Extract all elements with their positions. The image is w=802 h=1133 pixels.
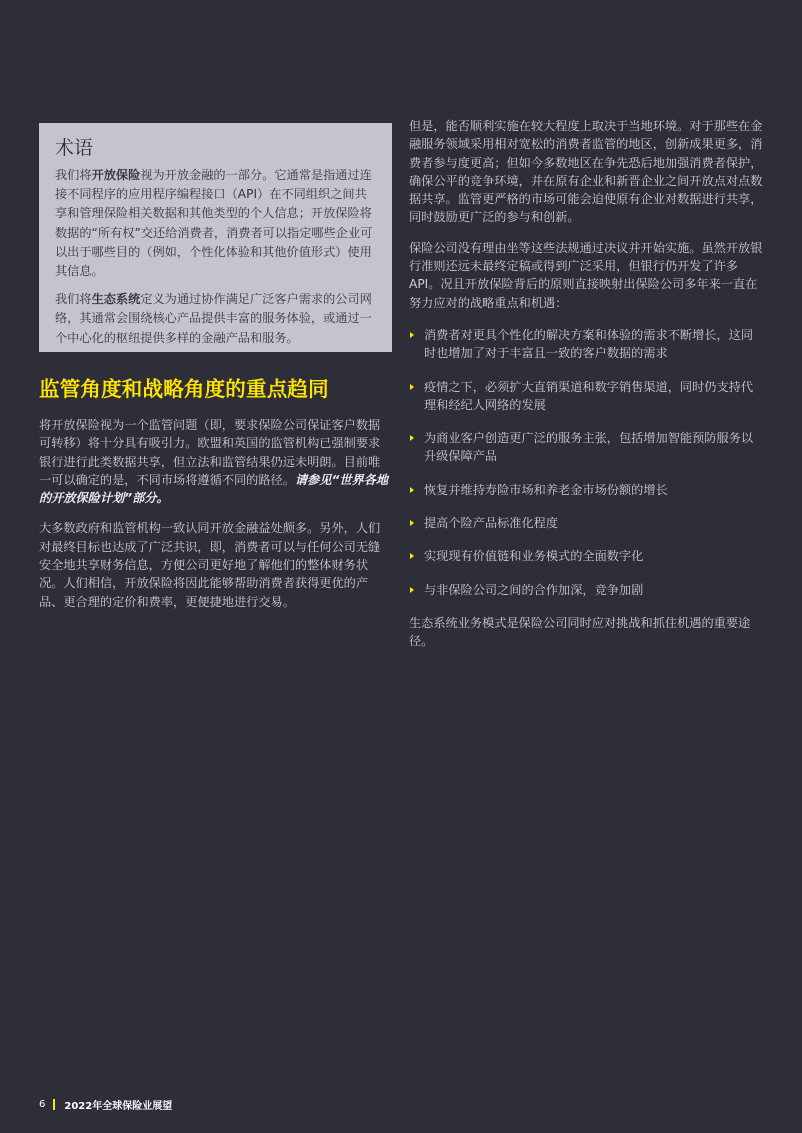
page-footer xyxy=(39,1097,172,1112)
left-column xyxy=(39,372,392,623)
glossary-ecosystem-definition xyxy=(55,290,376,348)
bullet-arrow-icon xyxy=(410,384,414,390)
left-paragraph-1 xyxy=(39,416,392,507)
list-item xyxy=(409,378,763,415)
section-heading: 监管角度和战略角度的重点趋同 xyxy=(39,377,329,401)
glossary-p2-post: 定义为通过协作满足广泛客户需求的公司网络，其通常会围绕核心产品提供丰富的服务体验，或通过一个中心化的枢纽提供多样的金融产品和服务。 xyxy=(55,292,372,345)
list-item-text: 疫情之下，必须扩大直销渠道和数字销售渠道，同时仍支持代理和经纪人网络的发展 xyxy=(424,379,754,412)
list-item-text: 消费者对更具个性化的解决方案和体验的需求不断增长，这同时也增加了对于丰富且一致的客户数据的需求 xyxy=(424,327,754,361)
list-item xyxy=(409,429,763,466)
bullet-arrow-icon xyxy=(410,553,414,559)
list-item-text: 为商业客户创造更广泛的服务主张，包括增加智能预防服务以升级保障产品 xyxy=(424,431,754,464)
list-item-text: 实现现有价值链和业务模式的全面数字化 xyxy=(424,549,644,564)
list-item-text: 恢复并维持寿险市场和养老金市场份额的增长 xyxy=(424,482,668,497)
glossary-p1-post: 视为开放金融的一部分。它通常是指通过连接不同程序的应用程序编程接口（API）在不同组织之间共享和管理保险相关数据和其他类型的个人信息；开放保险将数据的“所有权”交还给消费者，消费者可以指定哪些企业可以出于哪些目的（例如，个性化体验和其他价值形式）使用其信息。 xyxy=(55,168,373,279)
left-paragraph-2: 大多数政府和监管机构一致认同开放金融益处颇多。另外，人们对最终目标也达成了广泛共识，即，消费者可以与任何公司无缝安全地共享财务信息，方便公司更好地了解他们的整体财务状况。人们相信，开放保险将因此能够帮助消费者获得更优的产品、更合理的定价和费率，更便捷地进行交易。 xyxy=(39,521,381,609)
footer-divider xyxy=(53,1099,55,1110)
list-item xyxy=(409,481,763,499)
glossary-p1-pre: 我们将 xyxy=(55,168,92,182)
list-item-text: 与非保险公司之间的合作加深，竞争加剧 xyxy=(424,582,644,597)
bullet-arrow-icon xyxy=(410,332,414,338)
list-item xyxy=(409,547,763,565)
glossary-term-open-insurance: 开放保险 xyxy=(91,168,141,182)
glossary-box xyxy=(39,123,392,352)
right-paragraph-2: 保险公司没有理由坐等这些法规通过决议并开始实施。虽然开放银行准则还远未最终定稿或得到广泛采用，但银行仍开发了许多API。况且开放保险背后的原则直接映射出保险公司多年来一直在努力应对的战略重点和机遇： xyxy=(409,240,763,310)
bullet-arrow-icon xyxy=(410,487,414,493)
glossary-p2-pre: 我们将 xyxy=(55,292,92,307)
bullet-arrow-icon xyxy=(410,435,414,441)
right-paragraph-1: 但是，能否顺利实施在较大程度上取决于当地环境。对于那些在金融服务领域采用相对宽松的消费者监管的地区，创新成果更多，消费者参与度更高；但如今多数地区在争先恐后地加强消费者保护，确保公平的竞争环境，并在原有企业和新晋企业之间开放点对点数据共享。监管更严格的市场可能会迫使原有企业对数据进行共享，同时鼓励更广泛的参与和创新。 xyxy=(409,119,763,225)
priorities-list xyxy=(409,326,763,599)
bullet-arrow-icon xyxy=(410,587,414,593)
glossary-heading: 术语 xyxy=(55,137,94,159)
glossary-term-ecosystem: 生态系统 xyxy=(91,292,141,307)
cross-reference-link[interactable]: 请参见“世界各地的开放保险计划”部分。 xyxy=(39,472,389,506)
glossary-open-insurance-definition xyxy=(55,166,376,281)
left-p1-text: 将开放保险视为一个监管问题（即，要求保险公司保证客户数据可转移）将十分具有吸引力。欧盟和英国的监管机构已强制要求银行进行此类数据共享，但立法和监管结果仍远未明朗。目前唯一可以确定的是，不同市场将遵循不同的路径。 xyxy=(39,418,381,487)
page-number: 6 xyxy=(39,1099,46,1110)
report-title: 2022年全球保险业展望 xyxy=(64,1101,173,1112)
list-item-text: 提高个险产品标准化程度 xyxy=(424,516,559,531)
closing-paragraph: 生态系统业务模式是保险公司同时应对挑战和抓住机遇的重要途径。 xyxy=(409,615,751,649)
list-item xyxy=(409,326,763,363)
right-column xyxy=(409,117,763,663)
list-item xyxy=(409,581,763,599)
list-item xyxy=(409,514,763,532)
bullet-arrow-icon xyxy=(410,520,414,526)
